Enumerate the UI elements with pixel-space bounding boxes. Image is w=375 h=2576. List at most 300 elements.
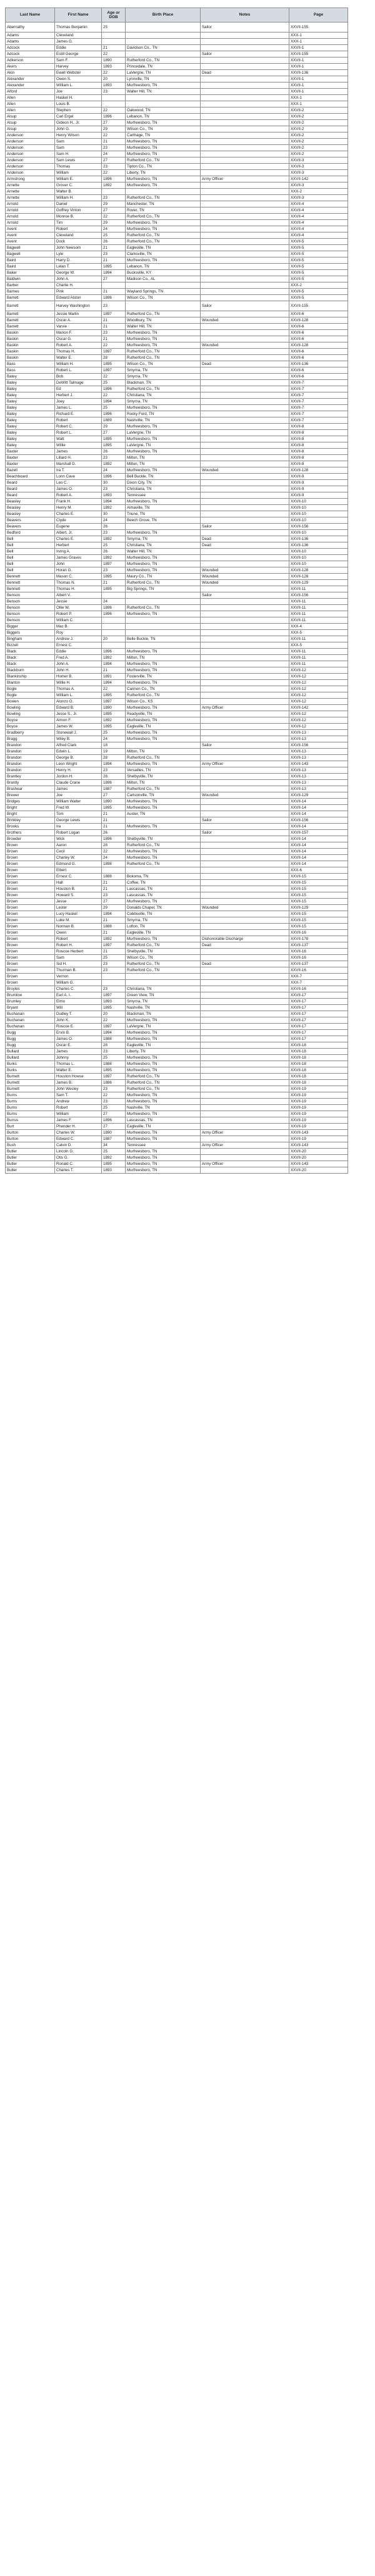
table-row bbox=[6, 405, 348, 411]
cell-notes: Wounded bbox=[201, 905, 289, 911]
cell-birth-place bbox=[126, 32, 201, 39]
cell-last-name: Burton bbox=[6, 1136, 55, 1142]
cell-notes bbox=[201, 126, 289, 132]
cell-notes bbox=[201, 1167, 289, 1174]
cell-notes bbox=[201, 899, 289, 905]
cell-page: XXVII-12 bbox=[289, 717, 348, 724]
cell-last-name: Batey bbox=[6, 424, 55, 430]
cell-birth-place: Murfreesboro, TN bbox=[126, 151, 201, 157]
table-row bbox=[6, 1049, 348, 1055]
cell-last-name: Brewer bbox=[6, 792, 55, 799]
cell-birth-place: Murfreesboro, TN bbox=[126, 145, 201, 151]
cell-last-name: Bell bbox=[6, 549, 55, 555]
cell-last-name: Baird bbox=[6, 257, 55, 264]
cell-age-or-dob: 28 bbox=[102, 774, 126, 780]
cell-first-name: Will bbox=[55, 1005, 102, 1011]
cell-age-or-dob: 1896 bbox=[102, 836, 126, 842]
cell-page: XXVII-19 bbox=[289, 1092, 348, 1099]
cell-age-or-dob: 1889 bbox=[102, 417, 126, 424]
cell-age-or-dob: 1887 bbox=[102, 1136, 126, 1142]
cell-birth-place: Wilson Co., TN bbox=[126, 295, 201, 301]
cell-first-name: Edward C. bbox=[55, 1136, 102, 1142]
cell-page: XXVII-1 bbox=[289, 76, 348, 82]
cell-last-name: Browder bbox=[6, 836, 55, 842]
cell-first-name: Houston B. bbox=[55, 886, 102, 892]
cell-last-name: Akers bbox=[6, 64, 55, 70]
cell-age-or-dob: 28 bbox=[102, 355, 126, 361]
table-row bbox=[6, 774, 348, 780]
cell-age-or-dob: 23 bbox=[102, 892, 126, 899]
cell-birth-place: Rutherford Co., TN bbox=[126, 355, 201, 361]
cell-notes bbox=[201, 874, 289, 880]
table-row bbox=[6, 655, 348, 661]
cell-birth-place: Murfreesboro, TN bbox=[126, 220, 201, 226]
cell-last-name: Brown bbox=[6, 980, 55, 986]
cell-first-name: George B. bbox=[55, 755, 102, 761]
table-row bbox=[6, 649, 348, 655]
cell-last-name: Batey bbox=[6, 405, 55, 411]
cell-last-name: Barber bbox=[6, 282, 55, 289]
cell-first-name: Calvin D. bbox=[55, 1142, 102, 1149]
cell-notes bbox=[201, 1011, 289, 1017]
cell-age-or-dob bbox=[102, 592, 126, 599]
cell-first-name: Lester bbox=[55, 905, 102, 911]
cell-age-or-dob bbox=[102, 974, 126, 980]
cell-age-or-dob bbox=[102, 282, 126, 289]
cell-last-name: Avent bbox=[6, 226, 55, 232]
cell-age-or-dob: 26 bbox=[102, 524, 126, 530]
cell-birth-place: Murfreesboro, TN bbox=[126, 899, 201, 905]
cell-last-name: Brandon bbox=[6, 749, 55, 755]
cell-last-name: Avent bbox=[6, 239, 55, 245]
cell-notes: Wounded bbox=[201, 567, 289, 574]
cell-age-or-dob: 26 bbox=[102, 449, 126, 455]
cell-last-name: Bogle bbox=[6, 686, 55, 692]
cell-age-or-dob: 29 bbox=[102, 424, 126, 430]
cell-birth-place: Bell Buckle, TN bbox=[126, 474, 201, 480]
cell-page: XXVII-129 bbox=[289, 580, 348, 586]
cell-first-name: Robert P. bbox=[55, 611, 102, 617]
cell-last-name: Benson bbox=[6, 599, 55, 605]
cell-birth-place bbox=[126, 980, 201, 986]
cell-last-name: Benson bbox=[6, 592, 55, 599]
cell-last-name: Alford bbox=[6, 89, 55, 95]
cell-page: XXVII-3 bbox=[289, 157, 348, 164]
cell-last-name: Brown bbox=[6, 861, 55, 867]
cell-age-or-dob: 28 bbox=[102, 842, 126, 849]
cell-birth-place: Nashville, TN bbox=[126, 417, 201, 424]
cell-age-or-dob: 21 bbox=[102, 917, 126, 924]
cell-last-name: Allen bbox=[6, 101, 55, 107]
table-row bbox=[6, 1017, 348, 1024]
cell-notes bbox=[201, 655, 289, 661]
cell-first-name: Henry H. bbox=[55, 767, 102, 774]
cell-first-name: Claude Crane bbox=[55, 780, 102, 786]
cell-first-name: Thomas L. bbox=[55, 1061, 102, 1067]
cell-age-or-dob: 25 bbox=[102, 730, 126, 736]
cell-last-name: Adkerson bbox=[6, 57, 55, 64]
table-row bbox=[6, 392, 348, 399]
cell-page: XXVII-5 bbox=[289, 270, 348, 276]
cell-age-or-dob: 24 bbox=[102, 517, 126, 524]
cell-last-name: Barrett bbox=[6, 317, 55, 324]
cell-birth-place bbox=[126, 817, 201, 824]
cell-page: XXVII-8 bbox=[289, 442, 348, 449]
cell-notes bbox=[201, 239, 289, 245]
table-row bbox=[6, 1142, 348, 1149]
table-row bbox=[6, 461, 348, 467]
table-row bbox=[6, 282, 348, 289]
cell-page: XXVII-4 bbox=[289, 214, 348, 220]
cell-last-name: Brown bbox=[6, 892, 55, 899]
cell-birth-place: Tipton Co., TN bbox=[126, 164, 201, 170]
cell-birth-place: Oakwood, TN bbox=[126, 107, 201, 114]
cell-page: XXVII-2 bbox=[289, 114, 348, 120]
cell-notes bbox=[201, 949, 289, 955]
cell-first-name: Leon Wright bbox=[55, 761, 102, 767]
cell-last-name: Brown bbox=[6, 924, 55, 930]
cell-age-or-dob bbox=[102, 95, 126, 101]
table-row bbox=[6, 145, 348, 151]
cell-age-or-dob: 1891 bbox=[102, 674, 126, 680]
table-row bbox=[6, 886, 348, 892]
table-row bbox=[6, 574, 348, 580]
table-row bbox=[6, 630, 348, 636]
cell-first-name: Roscoe E. bbox=[55, 1024, 102, 1030]
cell-birth-place: Murfreesboro, TN bbox=[126, 761, 201, 767]
cell-age-or-dob: 21 bbox=[102, 930, 126, 936]
cell-age-or-dob bbox=[102, 617, 126, 624]
cell-last-name: Burrus bbox=[6, 1117, 55, 1124]
table-row bbox=[6, 755, 348, 761]
cell-notes bbox=[201, 436, 289, 442]
cell-first-name: Edward Alston bbox=[55, 295, 102, 301]
cell-age-or-dob: 1888 bbox=[102, 874, 126, 880]
table-row bbox=[6, 555, 348, 561]
cell-birth-place: Murfreesboro, TN bbox=[126, 1092, 201, 1099]
cell-page: XXVII-13 bbox=[289, 755, 348, 761]
cell-first-name: Oscar A. bbox=[55, 317, 102, 324]
table-row bbox=[6, 1099, 348, 1105]
cell-birth-place: Wilson Co., TN bbox=[126, 955, 201, 961]
cell-birth-place: Murfreesboro, TN bbox=[126, 705, 201, 711]
cell-birth-place: Murfreesboro, TN bbox=[126, 717, 201, 724]
cell-notes bbox=[201, 336, 289, 342]
table-row bbox=[6, 257, 348, 264]
cell-last-name: Batey bbox=[6, 442, 55, 449]
cell-last-name: Brown bbox=[6, 961, 55, 967]
cell-page: XXVII-19 bbox=[289, 1136, 348, 1142]
cell-birth-place: Murfreesboro, TN bbox=[126, 680, 201, 686]
cell-page: XXVII-12 bbox=[289, 724, 348, 730]
cell-last-name: Brandon bbox=[6, 767, 55, 774]
cell-last-name: Baird bbox=[6, 264, 55, 270]
cell-notes bbox=[201, 245, 289, 251]
cell-page: XXVII-142 bbox=[289, 705, 348, 711]
table-row bbox=[6, 39, 348, 45]
cell-page: XXVII-156 bbox=[289, 592, 348, 599]
cell-page: XXVII-12 bbox=[289, 680, 348, 686]
cell-notes bbox=[201, 82, 289, 89]
cell-page: XXVII-14 bbox=[289, 805, 348, 811]
table-row bbox=[6, 251, 348, 257]
cell-birth-place: Rutherford Co., TN bbox=[126, 861, 201, 867]
cell-birth-place: Rutherford Co., TN bbox=[126, 692, 201, 699]
cell-page: XXVII-7 bbox=[289, 386, 348, 392]
cell-birth-place: Tennessee bbox=[126, 1142, 201, 1149]
cell-first-name: John A. bbox=[55, 661, 102, 667]
cell-page: XXVII-10 bbox=[289, 555, 348, 561]
cell-last-name: Arnold bbox=[6, 207, 55, 214]
cell-page: XXVII-19 bbox=[289, 1111, 348, 1117]
table-row bbox=[6, 1005, 348, 1011]
cell-first-name: Henry Wilson bbox=[55, 132, 102, 139]
cell-first-name: Harry D. bbox=[55, 257, 102, 264]
cell-page: XXVII-5 bbox=[289, 239, 348, 245]
cell-age-or-dob: 27 bbox=[102, 792, 126, 799]
cell-birth-place: Milton, TN bbox=[126, 455, 201, 461]
cell-page: XXVII-10 bbox=[289, 517, 348, 524]
cell-age-or-dob: 1896 bbox=[102, 611, 126, 617]
cell-first-name: Willie bbox=[55, 442, 102, 449]
cell-last-name: Arnette bbox=[6, 182, 55, 189]
cell-birth-place: Cannon Co., TN bbox=[126, 686, 201, 692]
cell-first-name: Houston Howse bbox=[55, 1074, 102, 1080]
cell-notes bbox=[201, 530, 289, 536]
cell-page: XXVII-5 bbox=[289, 276, 348, 282]
cell-age-or-dob: 23 bbox=[102, 330, 126, 336]
table-row bbox=[6, 380, 348, 386]
cell-page: XXVII-4 bbox=[289, 201, 348, 207]
cell-birth-place: Milton, TN bbox=[126, 461, 201, 467]
cell-notes: Sailor bbox=[201, 22, 289, 32]
cell-page: XXVII-14 bbox=[289, 855, 348, 861]
cell-first-name: Louis B. bbox=[55, 101, 102, 107]
cell-last-name: Alsup bbox=[6, 120, 55, 126]
cell-notes bbox=[201, 282, 289, 289]
cell-notes: Wounded bbox=[201, 317, 289, 324]
table-row bbox=[6, 924, 348, 930]
cell-first-name: Robert bbox=[55, 226, 102, 232]
table-row bbox=[6, 22, 348, 32]
cell-age-or-dob: 1897 bbox=[102, 942, 126, 949]
cell-birth-place: Beech Grove, TN bbox=[126, 517, 201, 524]
cell-age-or-dob: 1895 bbox=[102, 724, 126, 730]
cell-page: XXVII-15 bbox=[289, 911, 348, 917]
cell-age-or-dob: 1898 bbox=[102, 861, 126, 867]
cell-age-or-dob: 23 bbox=[102, 195, 126, 201]
cell-notes: Sailor bbox=[201, 742, 289, 749]
cell-birth-place: Smyrna, TN bbox=[126, 536, 201, 542]
cell-age-or-dob: 1892 bbox=[102, 936, 126, 942]
cell-notes bbox=[201, 330, 289, 336]
cell-age-or-dob: 21 bbox=[102, 336, 126, 342]
cell-notes bbox=[201, 405, 289, 411]
cell-notes: Dead bbox=[201, 961, 289, 967]
cell-page: XXVII-9 bbox=[289, 474, 348, 480]
cell-notes bbox=[201, 549, 289, 555]
cell-birth-place: Murfreesboro, TN bbox=[126, 567, 201, 574]
cell-page: XXVII-18 bbox=[289, 1074, 348, 1080]
cell-birth-place: Fosterville, TN bbox=[126, 674, 201, 680]
cell-age-or-dob: 26 bbox=[102, 830, 126, 836]
cell-age-or-dob: 26 bbox=[102, 549, 126, 555]
cell-page: XXVII-19 bbox=[289, 1117, 348, 1124]
header-row bbox=[6, 8, 348, 22]
cell-age-or-dob: 22 bbox=[102, 70, 126, 76]
cell-last-name: Alexander bbox=[6, 82, 55, 89]
cell-age-or-dob bbox=[102, 101, 126, 107]
cell-page: XXVII-143 bbox=[289, 761, 348, 767]
cell-last-name: Blanton bbox=[6, 680, 55, 686]
cell-last-name: Brown bbox=[6, 911, 55, 917]
cell-page: XXVII-18 bbox=[289, 1042, 348, 1049]
cell-first-name: Jessie bbox=[55, 599, 102, 605]
cell-birth-place: Christiana, TN bbox=[126, 486, 201, 492]
cell-notes bbox=[201, 636, 289, 642]
table-row bbox=[6, 270, 348, 276]
table-row bbox=[6, 930, 348, 936]
cell-last-name: Bell bbox=[6, 542, 55, 549]
cell-birth-place: Eagleville, TN bbox=[126, 245, 201, 251]
cell-last-name: Bowen bbox=[6, 699, 55, 705]
cell-age-or-dob bbox=[102, 867, 126, 874]
column-header-age-or-dob: Age or DOB bbox=[102, 8, 126, 22]
cell-last-name: Brown bbox=[6, 874, 55, 880]
table-row bbox=[6, 1042, 348, 1049]
table-row bbox=[6, 711, 348, 717]
table-row bbox=[6, 70, 348, 76]
table-row bbox=[6, 355, 348, 361]
cell-last-name: Batey bbox=[6, 436, 55, 442]
cell-age-or-dob: 1894 bbox=[102, 761, 126, 767]
cell-first-name: Roscoe Herbert bbox=[55, 949, 102, 955]
cell-last-name: Baskin bbox=[6, 355, 55, 361]
cell-page: XXVII-2 bbox=[289, 126, 348, 132]
cell-first-name: James O. bbox=[55, 486, 102, 492]
cell-last-name: Bizzell bbox=[6, 642, 55, 649]
table-row bbox=[6, 1155, 348, 1161]
cell-birth-place: Murfreesboro, TN bbox=[126, 257, 201, 264]
table-row bbox=[6, 1080, 348, 1086]
cell-notes bbox=[201, 157, 289, 164]
cell-age-or-dob: 1894 bbox=[102, 399, 126, 405]
table-row bbox=[6, 955, 348, 961]
cell-last-name: Arnette bbox=[6, 195, 55, 201]
cell-notes bbox=[201, 1024, 289, 1030]
cell-age-or-dob: 1892 bbox=[102, 655, 126, 661]
cell-notes bbox=[201, 64, 289, 70]
cell-last-name: Brumley bbox=[6, 999, 55, 1005]
cell-birth-place: Wilson Co., TN bbox=[126, 126, 201, 132]
cell-first-name: Robert A. bbox=[55, 342, 102, 349]
cell-page: XXVII-10 bbox=[289, 499, 348, 505]
cell-page: XXVII-15 bbox=[289, 886, 348, 892]
cell-page: XXVII-5 bbox=[289, 295, 348, 301]
cell-first-name: Mac B. bbox=[55, 624, 102, 630]
cell-last-name: Benson bbox=[6, 611, 55, 617]
table-row bbox=[6, 742, 348, 749]
cell-age-or-dob: 22 bbox=[102, 1017, 126, 1024]
cell-age-or-dob: 26 bbox=[102, 239, 126, 245]
cell-page: XXVII-15 bbox=[289, 880, 348, 886]
cell-birth-place: Walter Hill, TN bbox=[126, 324, 201, 330]
cell-first-name: John bbox=[55, 561, 102, 567]
cell-first-name: Tom bbox=[55, 811, 102, 817]
cell-birth-place: Triune, TN bbox=[126, 511, 201, 517]
cell-age-or-dob: 1888 bbox=[102, 1061, 126, 1067]
cell-notes bbox=[201, 480, 289, 486]
cell-age-or-dob: 27 bbox=[102, 430, 126, 436]
cell-age-or-dob: 21 bbox=[102, 139, 126, 145]
cell-notes bbox=[201, 424, 289, 430]
cell-birth-place bbox=[126, 642, 201, 649]
cell-age-or-dob: 23 bbox=[102, 145, 126, 151]
cell-page: XXVII-11 bbox=[289, 605, 348, 611]
cell-page: XXVII-13 bbox=[289, 786, 348, 792]
cell-birth-place: Nashville, TN bbox=[126, 1005, 201, 1011]
cell-first-name: Jordon H. bbox=[55, 774, 102, 780]
cell-first-name: Jessie Marlin bbox=[55, 311, 102, 317]
table-row bbox=[6, 792, 348, 799]
cell-first-name: Mason C. bbox=[55, 574, 102, 580]
cell-age-or-dob: 28 bbox=[102, 755, 126, 761]
cell-notes bbox=[201, 630, 289, 636]
cell-age-or-dob: 1893 bbox=[102, 64, 126, 70]
cell-first-name: Ollie W. bbox=[55, 605, 102, 611]
cell-first-name: Fred W. bbox=[55, 805, 102, 811]
cell-page: XXVII-9 bbox=[289, 486, 348, 492]
cell-age-or-dob: 1888 bbox=[102, 924, 126, 930]
cell-page: XXVII-142 bbox=[289, 176, 348, 182]
table-row bbox=[6, 492, 348, 499]
cell-birth-place: Eagleville, TN bbox=[126, 1042, 201, 1049]
cell-notes bbox=[201, 930, 289, 936]
cell-birth-place: Rutherford Co., TN bbox=[126, 214, 201, 220]
cell-last-name: Baskin bbox=[6, 336, 55, 342]
cell-birth-place bbox=[126, 189, 201, 195]
cell-age-or-dob: 1895 bbox=[102, 436, 126, 442]
table-row bbox=[6, 1149, 348, 1155]
cell-last-name: Bright bbox=[6, 805, 55, 811]
cell-notes bbox=[201, 386, 289, 392]
cell-birth-place: Murfreesboro, TN bbox=[126, 1017, 201, 1024]
cell-age-or-dob: 1896 bbox=[102, 474, 126, 480]
cell-notes: Sailor bbox=[201, 592, 289, 599]
cell-birth-place: Murfreesboro, TN bbox=[126, 424, 201, 430]
cell-last-name: Alsup bbox=[6, 126, 55, 132]
cell-age-or-dob: 1888 bbox=[102, 1036, 126, 1042]
table-row bbox=[6, 132, 348, 139]
cell-page: XXVII-16 bbox=[289, 986, 348, 992]
cell-page: XXVII-136 bbox=[289, 70, 348, 76]
cell-page: XXVII-20 bbox=[289, 1167, 348, 1174]
cell-birth-place: Rutherford Co., TN bbox=[126, 1080, 201, 1086]
cell-age-or-dob: 29 bbox=[102, 126, 126, 132]
cell-age-or-dob: 1895 bbox=[102, 692, 126, 699]
cell-page: XXVII-13 bbox=[289, 749, 348, 755]
cell-page: XXVII-18 bbox=[289, 1049, 348, 1055]
cell-page: XXVII-3 bbox=[289, 195, 348, 201]
cell-birth-place: Wayland Springs, TN bbox=[126, 289, 201, 295]
cell-age-or-dob: 23 bbox=[102, 1086, 126, 1092]
cell-last-name: Brown bbox=[6, 955, 55, 961]
cell-first-name: Ewell Webster bbox=[55, 70, 102, 76]
cell-notes bbox=[201, 667, 289, 674]
cell-birth-place bbox=[126, 524, 201, 530]
table-row bbox=[6, 830, 348, 836]
table-row bbox=[6, 524, 348, 530]
